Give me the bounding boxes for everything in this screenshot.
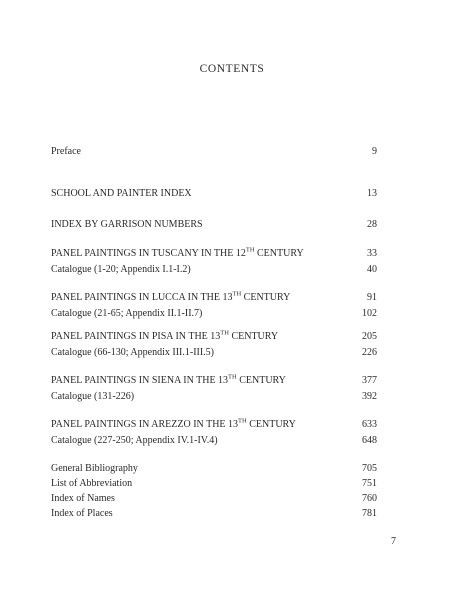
page-number: 7 [391, 536, 396, 547]
toc-title-text: CENTURY [236, 375, 286, 386]
toc-title-superscript: TH [228, 373, 237, 381]
toc-entry-page: 33 [367, 248, 377, 259]
toc-entry-panel-paintings-arezzo [51, 418, 377, 432]
toc-entry-page: 760 [362, 493, 377, 504]
toc-entry-title: Catalogue (66-130; Appendix III.1-III.5) [51, 347, 215, 358]
toc-entry-title [51, 418, 296, 432]
toc-title-text: PANEL PAINTINGS IN TUSCANY IN THE 12 [51, 248, 246, 259]
toc-title-text: CENTURY [241, 292, 291, 303]
toc-entry-catalogue-tuscany [51, 263, 377, 277]
toc-entry-title [51, 374, 286, 388]
toc-title-superscript: TH [232, 290, 242, 298]
toc-entry-panel-paintings-tuscany [51, 247, 377, 261]
toc-entry-page: 9 [372, 146, 377, 157]
toc-entry-page: 781 [362, 508, 377, 519]
toc-entry-title: Index of Names [51, 493, 115, 504]
toc-entry-page: 226 [362, 347, 377, 358]
toc-entry-page: 751 [362, 478, 377, 489]
toc-title-superscript: TH [220, 329, 229, 337]
toc-title-text: CENTURY [254, 248, 304, 259]
toc-entry-panel-paintings-siena [51, 374, 377, 388]
toc-entry-page: 40 [367, 264, 377, 275]
toc-title-text: CENTURY [228, 331, 279, 342]
toc-title-text: PANEL PAINTINGS IN LUCCA IN THE 13 [51, 292, 233, 303]
toc-entry-title [51, 291, 290, 305]
toc-entry-catalogue-lucca [51, 307, 377, 321]
toc-entry-preface [51, 145, 377, 159]
toc-entry-title: INDEX BY GARRISON NUMBERS [51, 219, 203, 230]
toc-title-text: PANEL PAINTINGS IN PISA IN THE 13 [51, 331, 221, 342]
toc-entry-page: 205 [362, 331, 377, 342]
toc-title-text: PANEL PAINTINGS IN AREZZO IN THE 13 [51, 419, 239, 430]
toc-entry-page: 705 [362, 463, 377, 474]
toc-title-text: PANEL PAINTINGS IN SIENA IN THE 13 [51, 375, 229, 386]
toc-entry-panel-paintings-lucca [51, 291, 377, 305]
toc-entry-title [51, 247, 304, 261]
toc-entry-title: Catalogue (227-250; Appendix IV.1-IV.4) [51, 435, 218, 446]
toc-entry-title [51, 330, 278, 344]
toc-entry-page: 13 [367, 188, 377, 199]
toc-entry-page: 91 [367, 292, 377, 303]
toc-entry-panel-paintings-pisa [51, 330, 377, 344]
toc-entry-title: Catalogue (1-20; Appendix I.1-I.2) [51, 264, 191, 275]
toc-entry-title: SCHOOL AND PAINTER INDEX [51, 188, 192, 199]
toc-entry-title: Preface [51, 146, 81, 157]
toc-entry-title: Catalogue (21-65; Appendix II.1-II.7) [51, 308, 203, 319]
toc-entry-title: Catalogue (131-226) [51, 391, 135, 402]
toc-entry-page: 102 [362, 308, 377, 319]
toc-title-superscript: TH [238, 417, 247, 425]
toc-entry-title: Index of Places [51, 508, 113, 519]
page-title: CONTENTS [199, 63, 265, 75]
toc-title-text: CENTURY [246, 419, 296, 430]
toc-entry-catalogue-pisa [51, 346, 377, 360]
toc-title-superscript: TH [245, 246, 255, 254]
toc-entry-index-by-garrison-numbers [51, 218, 377, 232]
toc-entry-index-of-names [51, 492, 377, 506]
toc-entry-page: 28 [367, 219, 377, 230]
toc-entry-general-bibliography [51, 462, 377, 476]
toc-entry-list-of-abbreviation [51, 477, 377, 491]
toc-entry-title: List of Abbreviation [51, 478, 133, 489]
toc-entry-page: 633 [362, 419, 377, 430]
toc-entry-title: General Bibliography [51, 463, 138, 474]
toc-entry-index-of-places [51, 507, 377, 521]
toc-entry-school-and-painter-index [51, 187, 377, 201]
toc-entry-page: 377 [362, 375, 377, 386]
toc-entry-catalogue-arezzo [51, 434, 377, 448]
toc-entry-catalogue-siena [51, 390, 377, 404]
toc-entry-page: 392 [362, 391, 377, 402]
toc-entry-page: 648 [362, 435, 377, 446]
